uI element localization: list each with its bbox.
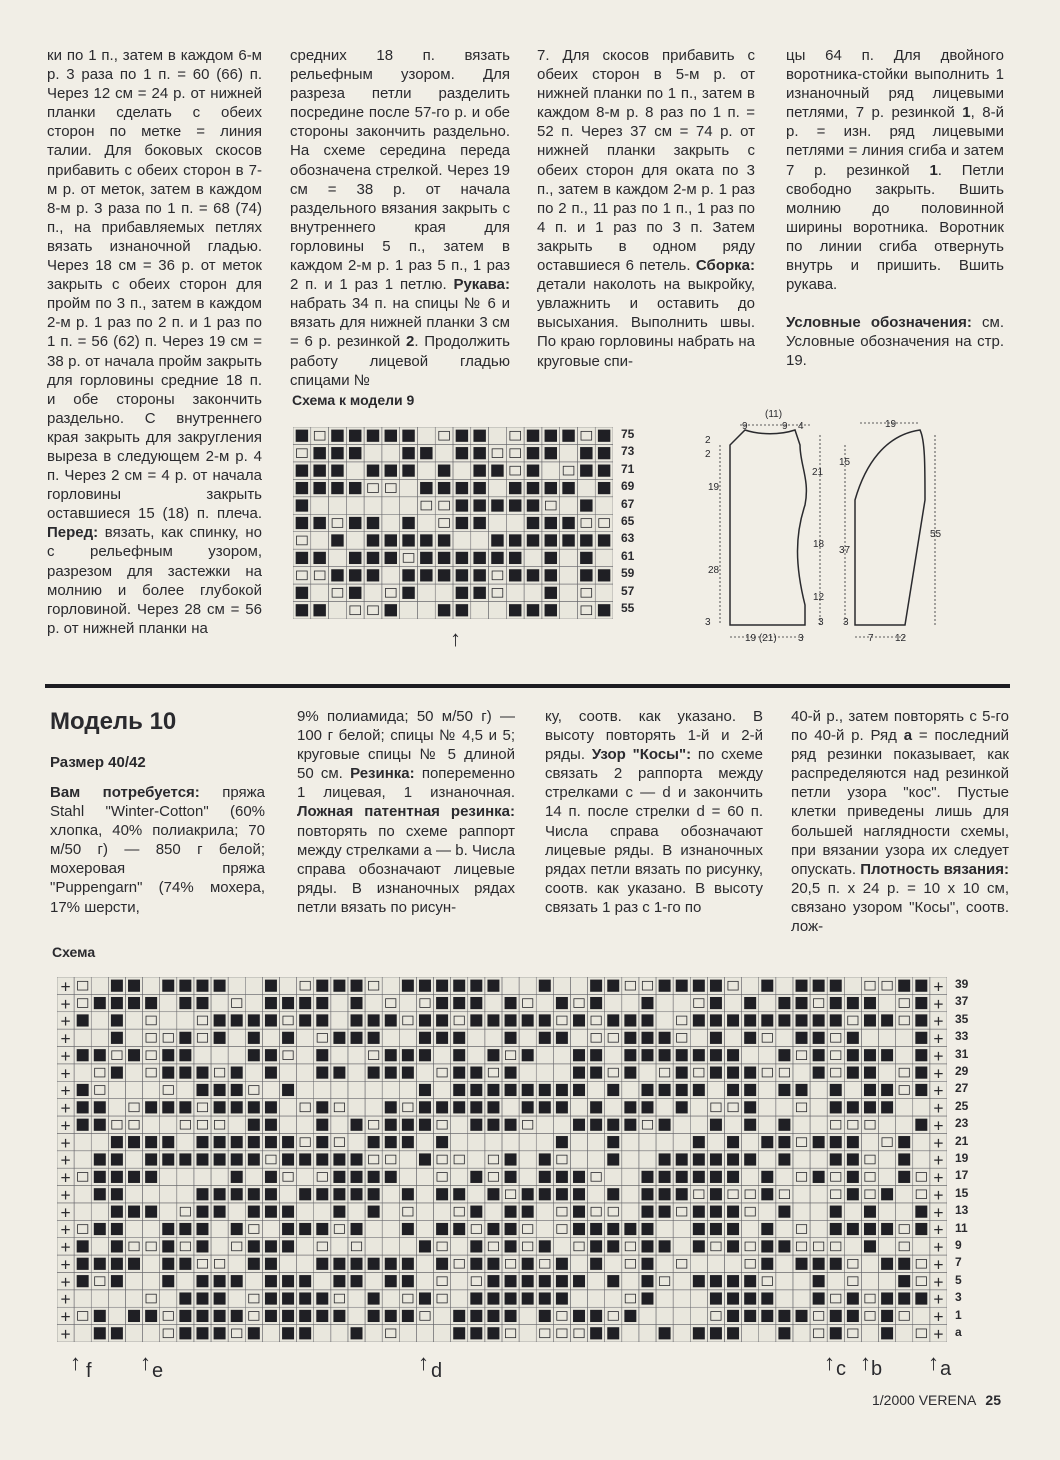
svg-text:+: + — [60, 1219, 71, 1240]
model10-column-3 — [545, 707, 763, 917]
model10-col4-a1: 40-й р., затем повторять с 5-го по 40-й р. Ряд — [791, 708, 1009, 745]
svg-text:+: + — [933, 1271, 944, 1292]
row-number: 75 — [621, 427, 635, 441]
row-number: 61 — [621, 548, 635, 563]
row-number: 15 — [955, 1185, 969, 1200]
model10-fake-rib-text: повторять по схеме раппорт между стрелками a — b. Числа справа обозначают лицевые ряды. В изнаночных рядах петли вязать по рисун- — [297, 822, 515, 916]
svg-text:+: + — [933, 1115, 944, 1136]
row-number: 23 — [955, 1116, 969, 1131]
row-number: 13 — [955, 1203, 969, 1218]
row-number: 57 — [621, 583, 635, 598]
model10-col4-a2: = последний ряд резинки показывает, как распределяются над резинкой петли узора "кос". Пустые клетки приведены лишь для большей наглядности схемы, при вязании узора их следует опускать. — [791, 727, 1009, 878]
col3-text-assembly: детали наколоть на выкройку, увлажнить и оставить до высыхания. Выполнить швы. По краю горловины набрать на круговые спи- — [537, 276, 755, 370]
page-footer — [872, 1392, 1001, 1408]
row-number: 27 — [955, 1081, 969, 1096]
svg-text:+: + — [933, 1063, 944, 1084]
scheme9-center-arrow: ↑ — [450, 626, 461, 651]
svg-text:+: + — [933, 1011, 944, 1032]
arrow-e: ↑ — [140, 1350, 151, 1375]
svg-text:+: + — [60, 1306, 71, 1327]
scheme10-title: Схема — [52, 944, 96, 960]
col3-text: 7. Для скосов прибавить с обеих сторон в 5-м р. от нижней планки по 1 п., затем в каждом 8-м р. 8 раз по 1 п. = 52 п. Через 37 см = 74 р. от нижней планки закрыть с обеих сторон для оката по 3 п., затем в каждом 2-м р. 1 раз по 2 п., 11 раз по 1 п., 1 раз по 4 п. и 1 раз по 3 п. Затем закрыть в одном ряду оставшиеся 6 петель. — [537, 47, 755, 275]
row-number: 69 — [621, 479, 635, 494]
svg-text:+: + — [933, 1219, 944, 1240]
model10-column-1 — [50, 783, 265, 917]
text-column-4 — [786, 46, 1004, 371]
svg-text:+: + — [933, 1289, 944, 1310]
col4-num-2: 1 — [929, 161, 938, 179]
row-number: 55 — [621, 601, 635, 615]
model10-cables-text: по схеме связать 2 раппорта между стрелками c — d и закончить 14 п. после стрелки d = 60 п. Числа справа обозначают лицевые ряды. В изнаночных рядах петли вязать по рисунку, соотв. как указано. В высоту связать 1 раз с 1-го по — [545, 746, 764, 916]
scheme10-chart — [57, 977, 947, 1342]
row-number: 35 — [955, 1011, 969, 1026]
dim-sleeve-37: 37 — [839, 545, 851, 556]
svg-text:+: + — [933, 1028, 944, 1049]
svg-text:+: + — [60, 1115, 71, 1136]
model10-column-2 — [297, 707, 515, 917]
svg-text:+: + — [933, 1237, 944, 1258]
svg-text:+: + — [60, 1150, 71, 1171]
svg-text:+: + — [60, 1254, 71, 1275]
col2-text-sleeves-b: . Продолжить работу лицевой гладью спицами № — [290, 333, 510, 389]
pattern-diagram — [700, 405, 950, 645]
footer-magazine: VERENA — [918, 1392, 976, 1408]
model10-col3-a: ку, соотв. как указано. В высоту повторять 1-й и 2-й ряды. — [545, 708, 763, 764]
col1-label-front: Перед: — [47, 524, 99, 542]
row-number: 65 — [621, 514, 635, 528]
model10-row-letter: a — [903, 727, 913, 745]
col4-label-legend: Условные обозначения: — [786, 314, 972, 332]
svg-text:+: + — [933, 977, 944, 997]
row-number: 11 — [955, 1220, 968, 1235]
col1-text: ки по 1 п., затем в каждом 6-м р. 3 раза по 1 п. = 60 (66) п. Через 12 см = 24 р. от нижней планки сделать с обеих сторон по метке = линия талии. Для боковых скосов прибавить с обеих сторон в 7-м р. от меток, затем в каждом 8-м р. 3 раза по 1 п. = 68 (74) п., на прибавляемых петлях вязать изнаночной гладью. Через 18 см = 36 р. от меток закрыть с обеих сторон для пройм по 3 п., затем в каждом 2-м р. 1 раз по 2 п. и 1 раз по 1 п. = 56 (62) п. Через 19 см = 38 р. от начала пройм закрыть для горловины средние 18 п. и обе стороны закончить раздельно. С внутреннего края закрыть для закругления выреза в следующем 2-м р. 4 п. Через 2 см = 4 р. от начала горловины закрыть оставшиеся 15 (18) п. плеча. — [47, 47, 262, 523]
row-number: 17 — [955, 1168, 969, 1183]
row-number: 73 — [621, 444, 635, 459]
svg-text:+: + — [933, 1306, 944, 1327]
row-number: 1 — [955, 1307, 962, 1322]
row-number: 9 — [955, 1238, 962, 1252]
dim-back-18: 18 — [813, 539, 825, 550]
svg-text:+: + — [933, 1045, 944, 1066]
dim-back-11: (11) — [765, 409, 783, 420]
svg-text:+: + — [933, 1080, 944, 1101]
col2-num: 2 — [405, 333, 415, 351]
dim-back-width: 19 (21) — [745, 633, 777, 644]
dim-sleeve-19: 19 — [885, 419, 897, 430]
arrow-f: ↑ — [70, 1350, 81, 1375]
arrow-b-label: b — [871, 1358, 883, 1380]
model10-size: Размер 40/42 — [50, 754, 146, 771]
col4-text-c: . Петли свободно закрыть. Вшить молнию до половинной ширины воротника. Воротник по линии сгиба отвернуть внутрь и пришить. Вшить рукава. — [786, 161, 1004, 294]
model10-title: Модель 10 — [50, 708, 177, 735]
arrow-a: ↑ — [928, 1350, 939, 1375]
model10-col2-a: 9% полиамида; 50 м/50 г) — 100 г белой; спицы № 4,5 и 5; круговые спицы № 5 длиной 50 см. — [297, 708, 515, 783]
arrow-c-label: c — [836, 1358, 846, 1380]
col1-text-front: вязать, как спинку, но с рельефным узором, разрезом для застежки на молнию и более глубокой горловиной. Через 28 см = 56 р. от нижней планки на — [47, 524, 262, 637]
svg-text:+: + — [933, 1254, 944, 1275]
model10-column-4 — [791, 707, 1009, 936]
dim-back-9a: 9 — [742, 421, 748, 432]
text-column-2 — [290, 46, 510, 390]
col4-text-b: , 8-й р. = изн. ряд лицевыми петлями = линия сгиба и затем 7 р. резинкой — [786, 104, 1004, 179]
model10-rib-text: попеременно 1 лицевая, 1 изнаночная. — [297, 765, 516, 802]
dim-sleeve-3: 3 — [843, 617, 849, 628]
dim-back-21: 21 — [812, 467, 824, 478]
row-number: 21 — [955, 1133, 969, 1148]
col4-text-a: цы 64 п. Для двойного воротника-стойки выполнить 1 изнаночный ряд лицевыми петлями, 7 р. резинкой — [786, 47, 1004, 122]
svg-text:+: + — [933, 1098, 944, 1119]
grid9-cells — [293, 427, 613, 619]
dim-sleeve-12: 12 — [895, 633, 907, 644]
svg-text:+: + — [60, 977, 71, 997]
svg-text:+: + — [60, 1324, 71, 1342]
row-number: 71 — [621, 461, 635, 476]
svg-text:+: + — [60, 1167, 71, 1188]
svg-text:+: + — [60, 1080, 71, 1101]
row-number: 29 — [955, 1064, 969, 1078]
row-number: 31 — [955, 1046, 969, 1061]
dim-sleeve-55: 55 — [930, 529, 942, 540]
svg-text:+: + — [60, 1098, 71, 1119]
dim-back-12: 12 — [813, 592, 825, 603]
model10-gauge-text: 20,5 п. х 24 р. = 10 х 10 см, связано узором "Косы", соотв. лож- — [791, 879, 1009, 936]
svg-text:+: + — [60, 1202, 71, 1223]
model10-materials-label: Вам потребуется: — [50, 784, 200, 801]
footer-issue: 1/2000 — [872, 1392, 915, 1408]
svg-text:+: + — [933, 1202, 944, 1223]
text-column-1 — [47, 46, 262, 638]
svg-text:+: + — [933, 1150, 944, 1171]
model10-fake-rib-label: Ложная патентная резинка: — [297, 803, 515, 821]
dim-sleeve-15: 15 — [839, 457, 851, 468]
row-number: 39 — [955, 977, 969, 991]
scheme9-chart — [293, 427, 613, 619]
arrow-a-label: a — [940, 1358, 952, 1380]
svg-text:+: + — [60, 1237, 71, 1258]
dim-back-3b: 3 — [818, 617, 824, 628]
col2-label-sleeves: Рукава: — [453, 276, 510, 294]
col4-text-legend: см. Условные обозначения на стр. 19. — [786, 314, 1004, 370]
dim-back-9b: 9 — [782, 421, 788, 432]
dim-back-4: 4 — [798, 421, 804, 432]
row-number: 7 — [955, 1255, 962, 1270]
footer-page-number: 25 — [985, 1392, 1001, 1408]
svg-text:+: + — [60, 1063, 71, 1084]
dim-back-3a: 3 — [705, 617, 711, 628]
text-column-3 — [537, 46, 755, 371]
row-number: 37 — [955, 994, 969, 1009]
dim-back-2b: 2 — [705, 449, 711, 460]
svg-text:+: + — [60, 1011, 71, 1032]
grid10-cells — [57, 977, 947, 1342]
row-number: 33 — [955, 1029, 969, 1044]
dim-back-2a: 2 — [705, 435, 711, 446]
arrow-d: ↑ — [418, 1350, 429, 1375]
sleeve-piece-outline — [855, 430, 925, 625]
svg-text:+: + — [933, 993, 944, 1014]
col2-text: средних 18 п. вязать рельефным узором. Для разреза петли разделить посредине после 57-го р. и обе стороны закончить раздельно. На схеме середина переда обозначена стрелкой. Через 19 см = 38 р. от начала раздельного вязания закрыть с внутреннего края для горловины 5 п., затем в каждом 2-м р. 1 раз 5 п., 1 раз 2 п. и 1 раз 1 петлю. — [290, 47, 510, 294]
back-piece-outline — [730, 430, 806, 625]
row-number: 19 — [955, 1151, 969, 1165]
col3-label-assembly: Сборка: — [695, 257, 755, 275]
row-number: 63 — [621, 531, 635, 546]
arrow-d-label: d — [431, 1360, 443, 1382]
dim-sleeve-7: 7 — [868, 633, 874, 644]
model10-rib-label: Резинка: — [350, 765, 415, 783]
svg-text:+: + — [60, 1045, 71, 1066]
arrow-e-label: e — [152, 1360, 164, 1382]
scheme9-title: Схема к модели 9 — [292, 392, 415, 408]
svg-text:+: + — [933, 1167, 944, 1188]
model10-materials-text: пряжа Stahl "Winter-Cotton" (60% хлопка, 40% полиакрила; 70 м/50 г) — 850 г белой; мохеровая пряжа "Puppengarn" (74% мохера, 17% шерсти, — [50, 784, 265, 916]
svg-text:+: + — [60, 1289, 71, 1310]
svg-text:+: + — [60, 993, 71, 1014]
row-number: 67 — [621, 496, 635, 511]
svg-text:+: + — [933, 1184, 944, 1205]
svg-text:+: + — [60, 1132, 71, 1153]
svg-text:+: + — [60, 1028, 71, 1049]
arrow-c: ↑ — [824, 1350, 835, 1375]
section-divider — [45, 684, 1010, 688]
svg-text:+: + — [933, 1132, 944, 1153]
row-number: 25 — [955, 1098, 969, 1113]
dim-back-19: 19 — [708, 482, 720, 493]
svg-text:+: + — [60, 1184, 71, 1205]
arrow-b: ↑ — [860, 1350, 871, 1375]
row-number: 3 — [955, 1290, 962, 1305]
dim-back-3c: 3 — [798, 633, 804, 644]
model10-gauge-label: Плотность вязания: — [860, 860, 1009, 878]
dim-back-28: 28 — [708, 565, 720, 576]
svg-text:+: + — [60, 1271, 71, 1292]
model10-cables-label: Узор "Косы": — [591, 746, 692, 764]
row-number: 59 — [621, 566, 635, 581]
col4-num-1: 1 — [962, 104, 971, 122]
row-number: 5 — [955, 1272, 962, 1287]
arrow-f-label: f — [86, 1360, 92, 1382]
svg-text:+: + — [933, 1324, 944, 1342]
col2-text-sleeves-a: набрать 34 п. на спицы № 6 и вязать для нижней планки 3 см = 6 р. резинкой — [290, 295, 510, 351]
row-number: a — [955, 1325, 962, 1339]
